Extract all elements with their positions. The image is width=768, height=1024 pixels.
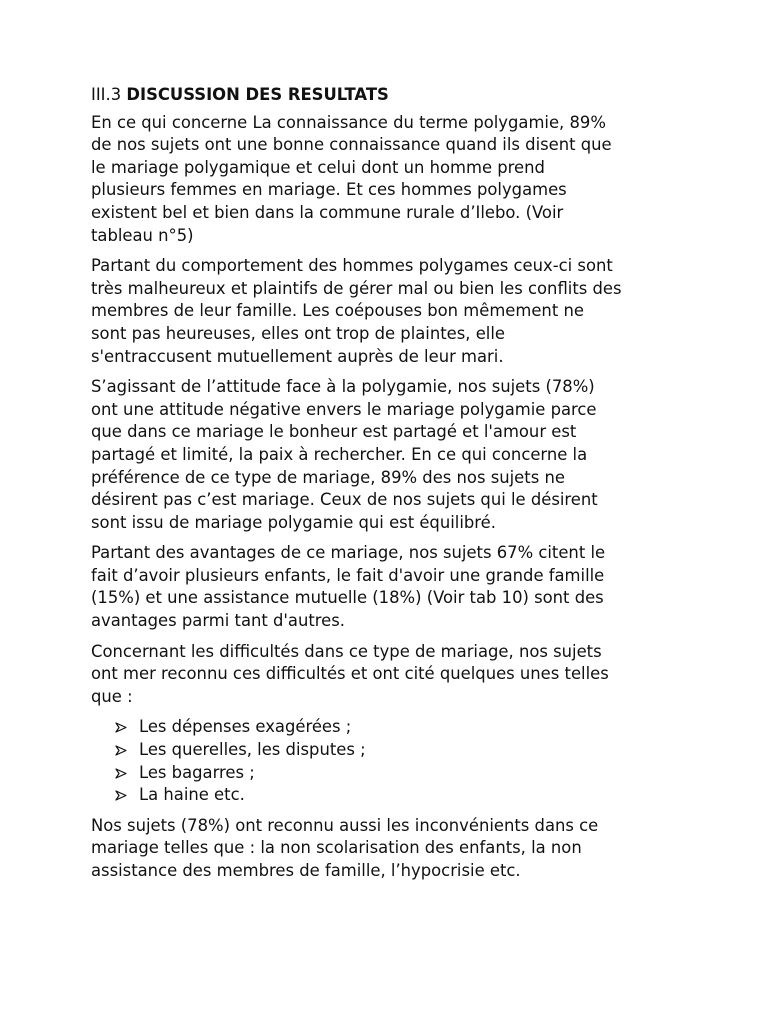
paragraph-attitude: S’agissant de l’attitude face à la polygamie, nos sujets (78%) ont une attitude négative envers le mariage polygamie parce que dans ce mariage le bonheur est partagé et l'amour est partagé et limité, la paix à rechercher. En ce qui concerne la préférence de ce type de mariage, 89% des nos sujets ne désirent pas c’est mariage. Ceux de nos sujets qui le désirent sont issu de mariage polygamie qui est équilibré. [91, 377, 598, 532]
list-item [115, 784, 691, 807]
list-item-text: Les bagarres ; [139, 762, 255, 782]
list-item [115, 762, 691, 785]
paragraph-difficulties: Concernant les difficultés dans ce type de mariage, nos sujets ont mer reconnu ces difficultés et ont cité quelques unes telles que : [91, 641, 609, 706]
arrow-bullet-icon [115, 745, 127, 756]
paragraph-advantages: Partant des avantages de ce mariage, nos sujets 67% citent le fait d’avoir plusieurs enfants, le fait d'avoir une grande famille (15%) et une assistance mutuelle (18%) (Voir tab 10) sont des avantages parmi tant d'autres. [91, 543, 606, 631]
arrow-bullet-icon [115, 768, 127, 779]
section-title: DISCUSSION DES RESULTATS [126, 85, 389, 104]
paragraph-behavior: Partant du comportement des hommes polygames ceux-ci sont très malheureux et plaintifs de gérer mal ou bien les conflits des membres de leur famille. Les coépouses bon mêmement ne sont pas heureuses, elles ont trop de plaintes, elle s'entraccusent mutuellement auprès de leur mari. [91, 256, 622, 366]
document-page [91, 84, 691, 891]
arrow-bullet-icon [115, 722, 127, 733]
paragraph-inconveniences: Nos sujets (78%) ont reconnu aussi les inconvénients dans ce mariage telles que : la non scolarisation des enfants, la non assistance des membres de famille, l’hypocrisie etc. [91, 815, 599, 880]
difficulties-list [91, 716, 691, 806]
list-item [115, 716, 691, 739]
paragraph-knowledge: En ce qui concerne La connaissance du terme polygamie, 89% de nos sujets ont une bonne connaissance quand ils disent que le mariage polygamique et celui dont un homme prend plusieurs femmes en mariage. Et ces hommes polygames existent bel et bien dans la commune rurale d’Ilebo. (Voir tableau n°5) [91, 112, 612, 245]
section-number: III.3 [91, 85, 122, 104]
list-item-text: Les dépenses exagérées ; [139, 717, 352, 737]
arrow-bullet-icon [115, 790, 127, 801]
list-item-text: Les querelles, les disputes ; [139, 740, 366, 760]
section-heading [91, 84, 691, 107]
list-item [115, 739, 691, 762]
list-item-text: La haine etc. [139, 785, 245, 805]
